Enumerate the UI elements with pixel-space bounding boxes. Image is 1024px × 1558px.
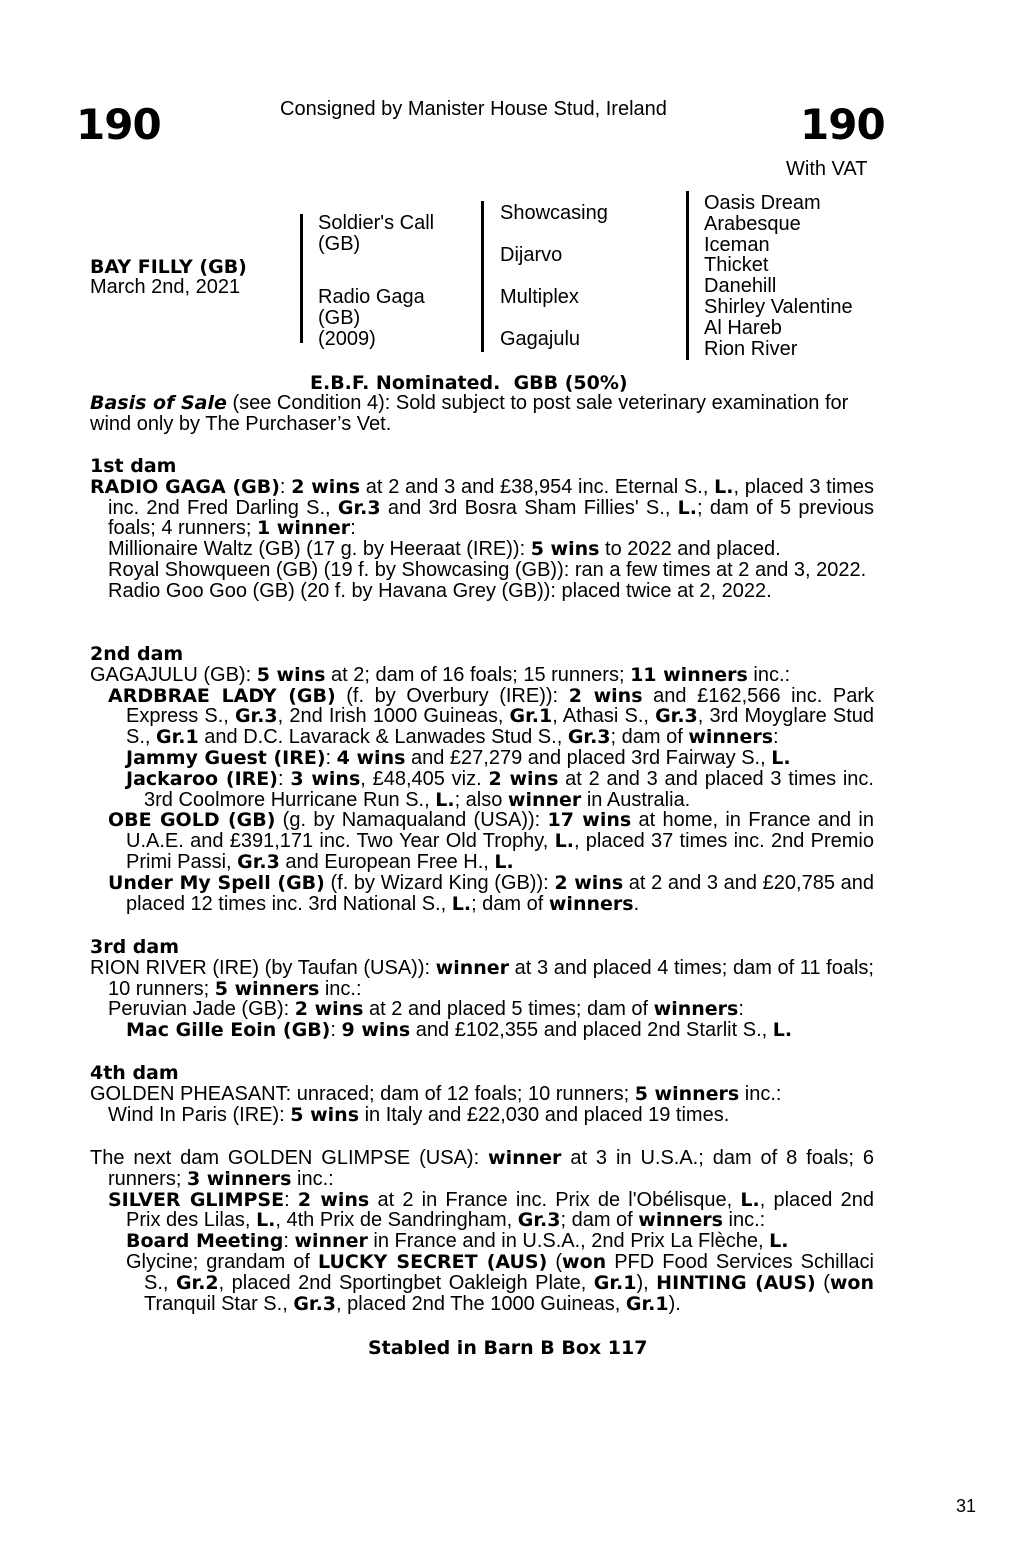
horse-name: BAY FILLY (GB) <box>90 256 247 278</box>
pedigree-dam-dam: Gagajulu <box>500 328 581 350</box>
produce-obe-gold: OBE GOLD (GB) (g. by Namaqualand (USA)): 17 wins at home, in France and in U.A.E. and £391,171 inc. Two Year Old Trophy, L., placed 37 times inc. 2nd Premio Primi Passi, Gr.3 and European Free H., L. <box>108 809 874 873</box>
pedigree-gen3-7: Al Hareb <box>704 316 782 339</box>
pedigree-gen3-6: Shirley Valentine <box>704 295 853 318</box>
produce-wind-in-paris: Wind In Paris (IRE): 5 wins in Italy and £22,030 and placed 19 times. <box>108 1103 730 1126</box>
third-dam-heading: 3rd dam <box>90 936 180 958</box>
second-dam-section <box>90 644 874 914</box>
first-dam-record: RADIO GAGA (GB): 2 wins at 2 and 3 and £38,954 inc. Eternal S., L., placed 3 times inc. 2nd Fred Darling S., Gr.3 and 3rd Bosra Sham Fillies' S., L.; dam of 5 previous foals; 4 runners; 1 winner: <box>90 475 874 540</box>
next-dam-section <box>90 1148 874 1314</box>
pedigree-gen3-3: Iceman <box>704 233 770 256</box>
produce-glycine: Glycine; grandam of LUCKY SECRET (AUS) (won PFD Food Services Schillaci S., Gr.2, placed 2nd Sportingbet Oakleigh Plate, Gr.1), HINTING (AUS) (won Tranquil Star S., Gr.3, placed 2nd The 1000 Guineas, Gr.1). <box>126 1250 874 1315</box>
lot-number-right: 190 <box>800 100 885 149</box>
basis-of-sale <box>90 393 874 435</box>
fourth-dam-record: GOLDEN PHEASANT: unraced; dam of 12 foals; 10 runners; 5 winners inc.: <box>90 1082 782 1105</box>
gbb-bonus: GBB (50%) <box>513 372 628 394</box>
produce-ardbrae-lady: ARDBRAE LADY (GB) (f. by Overbury (IRE)): 2 wins and £162,566 inc. Park Express S., Gr.3, 2nd Irish 1000 Guineas, Gr.1, Athasi S., Gr.3, 3rd Moyglare Stud S., Gr.1 and D.C. Lavarack & Lanwades Stud S., Gr.3; dam of winners: <box>108 684 875 749</box>
ebf-nominated: E.B.F. Nominated. <box>310 372 501 394</box>
produce-millionaire-waltz: Millionaire Waltz (GB) (17 g. by Heeraat (IRE)): 5 wins to 2022 and placed. <box>108 538 781 561</box>
produce-radio-goo-goo: Radio Goo Goo (GB) (20 f. by Havana Grey (GB)): placed twice at 2, 2022. <box>108 579 772 602</box>
foaling-date: March 2nd, 2021 <box>90 276 241 298</box>
pedigree-gen3-4: Thicket <box>704 254 769 277</box>
pedigree-bracket-2 <box>481 201 484 352</box>
pedigree-dam-sire: Multiplex <box>500 286 579 308</box>
first-dam-heading: 1st dam <box>90 455 177 477</box>
third-dam-section <box>90 937 874 1041</box>
second-dam-heading: 2nd dam <box>90 643 184 665</box>
produce-mac-gille-eoin: Mac Gille Eoin (GB): 9 wins and £102,355 and placed 2nd Starlit S., L. <box>126 1019 793 1042</box>
stabling-info: Stabled in Barn B Box 117 <box>368 1337 648 1359</box>
basis-of-sale-text: (see Condition 4): Sold subject to post sale veterinary examination for wind only by The Purchaser’s Vet. <box>90 392 849 435</box>
produce-jammy-guest: Jammy Guest (IRE): 4 wins and £27,279 and placed 3rd Fairway S., L. <box>126 746 791 769</box>
next-dam-record: The next dam GOLDEN GLIMPSE (USA): winner at 3 in U.S.A.; dam of 8 foals; 6 runners; 3 winners inc.: <box>90 1147 875 1190</box>
vat-note: With VAT <box>786 158 868 180</box>
fourth-dam-heading: 4th dam <box>90 1062 179 1084</box>
nominations <box>310 372 628 394</box>
pedigree-gen3-2: Arabesque <box>704 212 801 235</box>
second-dam-record: GAGAJULU (GB): 5 wins at 2; dam of 16 foals; 15 runners; 11 winners inc.: <box>90 663 791 686</box>
pedigree-gen3-5: Danehill <box>704 275 777 298</box>
pedigree-bracket-3 <box>686 191 689 360</box>
produce-royal-showqueen: Royal Showqueen (GB) (19 f. by Showcasing (GB)): ran a few times at 2 and 3, 2022. <box>108 558 867 581</box>
pedigree-sire-dam: Dijarvo <box>500 244 563 266</box>
third-dam-record: RION RIVER (IRE) (by Taufan (USA)): winner at 3 and placed 4 times; dam of 11 foals; 10 runners; 5 winners inc.: <box>90 956 874 1000</box>
pedigree-gen3-8: Rion River <box>704 337 798 360</box>
pedigree-gen3-1: Oasis Dream <box>704 192 821 214</box>
produce-board-meeting: Board Meeting: winner in France and in U.S.A., 2nd Prix La Flèche, L. <box>126 1230 789 1253</box>
produce-jackaroo: Jackaroo (IRE): 3 wins, £48,405 viz. 2 wins at 2 and 3 and placed 3 times inc. 3rd Coolmore Hurricane Run S., L.; also winner in Australia. <box>126 767 874 811</box>
first-dam-section <box>90 456 874 602</box>
consignor: Consigned by Manister House Stud, Ireland <box>280 98 667 120</box>
produce-peruvian-jade: Peruvian Jade (GB): 2 wins at 2 and placed 5 times; dam of winners: <box>108 998 744 1021</box>
lot-number-left: 190 <box>76 100 161 149</box>
pedigree-gen3 <box>704 193 853 359</box>
fourth-dam-section <box>90 1063 874 1125</box>
pedigree-bracket-1 <box>300 214 303 343</box>
produce-silver-glimpse: SILVER GLIMPSE: 2 wins at 2 in France inc. Prix de l'Obélisque, L., placed 2nd Prix des Lilas, L., 4th Prix de Sandringham, Gr.3; dam of winners inc.: <box>108 1188 874 1232</box>
pedigree-sire: Soldier's Call (GB) <box>318 212 435 255</box>
pedigree-sire-sire: Showcasing <box>500 202 608 224</box>
pedigree-dam: Radio Gaga (GB) (2009) <box>318 286 425 350</box>
page-number: 31 <box>955 1496 976 1516</box>
produce-under-my-spell: Under My Spell (GB) (f. by Wizard King (GB)): 2 wins at 2 and 3 and £20,785 and placed 12 times inc. 3rd National S., L.; dam of winners. <box>108 871 874 915</box>
basis-of-sale-label: Basis of Sale <box>90 392 227 414</box>
